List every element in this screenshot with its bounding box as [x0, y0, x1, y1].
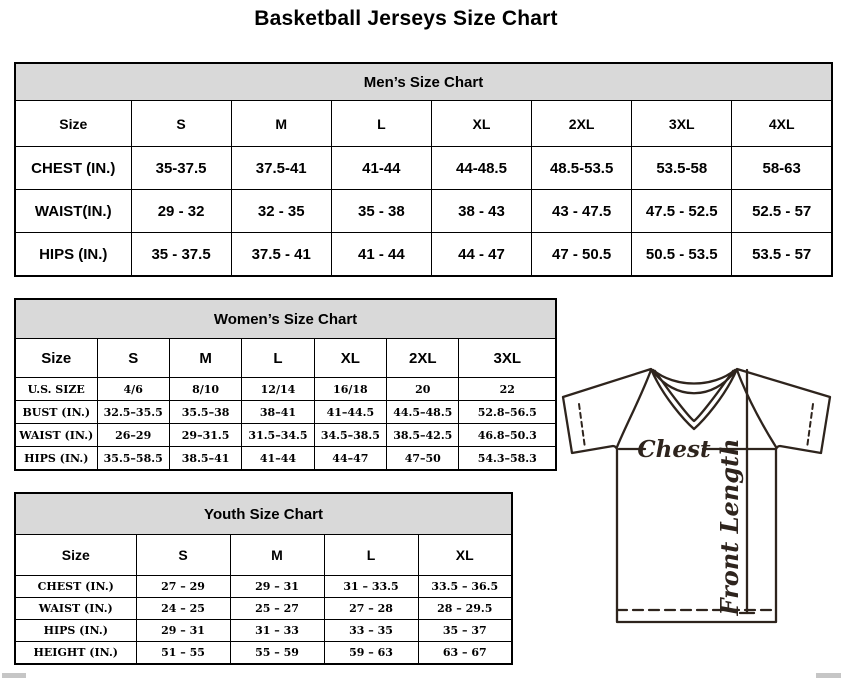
- size-value-cell: 35-37.5: [131, 147, 231, 190]
- size-value-cell: 41–44.5: [314, 401, 386, 424]
- size-value-cell: 54.3–58.3: [459, 447, 556, 471]
- size-value-cell: 20: [387, 378, 459, 401]
- size-value-cell: 4/6: [97, 378, 169, 401]
- row-label: HEIGHT (IN.): [15, 642, 136, 665]
- size-value-cell: 29–31.5: [169, 424, 241, 447]
- size-value-cell: 29 – 31: [230, 576, 324, 598]
- column-header: L: [324, 535, 418, 576]
- size-value-cell: 50.5 - 53.5: [632, 233, 732, 277]
- size-value-cell: 44 - 47: [431, 233, 531, 277]
- column-header: L: [242, 339, 314, 378]
- row-label: HIPS (IN.): [15, 620, 136, 642]
- size-value-cell: 51 – 55: [136, 642, 230, 665]
- size-value-cell: 16/18: [314, 378, 386, 401]
- scrollbar-fragment-right[interactable]: [816, 673, 841, 678]
- size-value-cell: 29 - 32: [131, 190, 231, 233]
- row-label: HIPS (IN.): [15, 447, 97, 471]
- size-value-cell: 48.5-53.5: [532, 147, 632, 190]
- size-value-cell: 35 - 37.5: [131, 233, 231, 277]
- row-label: HIPS (IN.): [15, 233, 131, 277]
- column-header: S: [97, 339, 169, 378]
- size-value-cell: 35.5–38: [169, 401, 241, 424]
- column-header: XL: [431, 101, 531, 147]
- jersey-outline-icon: [551, 357, 841, 645]
- size-value-cell: 47–50: [387, 447, 459, 471]
- size-value-cell: 47 - 50.5: [532, 233, 632, 277]
- size-value-cell: 44-48.5: [431, 147, 531, 190]
- column-header: 3XL: [632, 101, 732, 147]
- column-header: Size: [15, 101, 131, 147]
- table-row: [15, 233, 832, 277]
- size-value-cell: 12/14: [242, 378, 314, 401]
- size-value-cell: 53.5 - 57: [732, 233, 832, 277]
- column-header: Size: [15, 339, 97, 378]
- size-value-cell: 52.5 - 57: [732, 190, 832, 233]
- size-value-cell: 43 - 47.5: [532, 190, 632, 233]
- size-value-cell: 44–47: [314, 447, 386, 471]
- size-value-cell: 38–41: [242, 401, 314, 424]
- size-value-cell: 63 – 67: [418, 642, 512, 665]
- row-label: CHEST (IN.): [15, 147, 131, 190]
- table-row: [15, 576, 512, 598]
- size-value-cell: 24 – 25: [136, 598, 230, 620]
- table-row: [15, 190, 832, 233]
- table-row: [15, 424, 556, 447]
- mens-chart-title: Men’s Size Chart: [15, 63, 832, 101]
- size-value-cell: 26–29: [97, 424, 169, 447]
- size-value-cell: 41 - 44: [331, 233, 431, 277]
- size-value-cell: 41-44: [331, 147, 431, 190]
- column-header: 2XL: [387, 339, 459, 378]
- column-header: M: [230, 535, 324, 576]
- column-header: 2XL: [532, 101, 632, 147]
- row-label: WAIST (IN.): [15, 424, 97, 447]
- size-value-cell: 38.5–41: [169, 447, 241, 471]
- mens-size-chart-table: [14, 62, 833, 277]
- table-row: [15, 620, 512, 642]
- youth-size-chart-table: [14, 492, 513, 665]
- size-value-cell: 53.5-58: [632, 147, 732, 190]
- size-value-cell: 27 – 29: [136, 576, 230, 598]
- table-row: [15, 147, 832, 190]
- size-value-cell: 32.5–35.5: [97, 401, 169, 424]
- size-value-cell: 8/10: [169, 378, 241, 401]
- size-value-cell: 38.5–42.5: [387, 424, 459, 447]
- column-header: 3XL: [459, 339, 556, 378]
- size-value-cell: 25 – 27: [230, 598, 324, 620]
- chest-label: Chest: [637, 436, 711, 463]
- table-row: [15, 401, 556, 424]
- column-header: Size: [15, 535, 136, 576]
- front-length-label: Front Length: [715, 438, 744, 616]
- size-value-cell: 37.5 - 41: [231, 233, 331, 277]
- size-value-cell: 58-63: [732, 147, 832, 190]
- row-label: WAIST (IN.): [15, 598, 136, 620]
- column-header: S: [131, 101, 231, 147]
- row-label: CHEST (IN.): [15, 576, 136, 598]
- size-value-cell: 35 – 37: [418, 620, 512, 642]
- youth-chart-title: Youth Size Chart: [15, 493, 512, 535]
- size-value-cell: 52.8–56.5: [459, 401, 556, 424]
- column-header: M: [169, 339, 241, 378]
- column-header: XL: [314, 339, 386, 378]
- column-header: 4XL: [732, 101, 832, 147]
- column-header: S: [136, 535, 230, 576]
- table-row: [15, 447, 556, 471]
- column-header: L: [331, 101, 431, 147]
- size-value-cell: 37.5-41: [231, 147, 331, 190]
- row-label: BUST (IN.): [15, 401, 97, 424]
- womens-size-chart-table: [14, 298, 557, 471]
- size-value-cell: 31 – 33: [230, 620, 324, 642]
- womens-chart-title: Women’s Size Chart: [15, 299, 556, 339]
- column-header: M: [231, 101, 331, 147]
- size-value-cell: 44.5–48.5: [387, 401, 459, 424]
- table-row: [15, 642, 512, 665]
- row-label: WAIST(IN.): [15, 190, 131, 233]
- size-value-cell: 35.5–58.5: [97, 447, 169, 471]
- row-label: U.S. SIZE: [15, 378, 97, 401]
- size-value-cell: 38 - 43: [431, 190, 531, 233]
- size-value-cell: 55 – 59: [230, 642, 324, 665]
- size-value-cell: 33.5 – 36.5: [418, 576, 512, 598]
- table-row: [15, 598, 512, 620]
- table-row: [15, 378, 556, 401]
- scrollbar-fragment-left[interactable]: [2, 673, 26, 678]
- size-value-cell: 31 – 33.5: [324, 576, 418, 598]
- size-value-cell: 29 – 31: [136, 620, 230, 642]
- page-title: Basketball Jerseys Size Chart: [254, 7, 558, 30]
- size-value-cell: 59 – 63: [324, 642, 418, 665]
- size-value-cell: 27 – 28: [324, 598, 418, 620]
- size-value-cell: 41–44: [242, 447, 314, 471]
- size-value-cell: 33 – 35: [324, 620, 418, 642]
- size-value-cell: 46.8–50.3: [459, 424, 556, 447]
- size-value-cell: 28 – 29.5: [418, 598, 512, 620]
- size-value-cell: 31.5–34.5: [242, 424, 314, 447]
- size-value-cell: 35 - 38: [331, 190, 431, 233]
- size-value-cell: 32 - 35: [231, 190, 331, 233]
- jersey-measurement-diagram: [551, 357, 841, 645]
- size-value-cell: 22: [459, 378, 556, 401]
- size-value-cell: 47.5 - 52.5: [632, 190, 732, 233]
- column-header: XL: [418, 535, 512, 576]
- size-value-cell: 34.5–38.5: [314, 424, 386, 447]
